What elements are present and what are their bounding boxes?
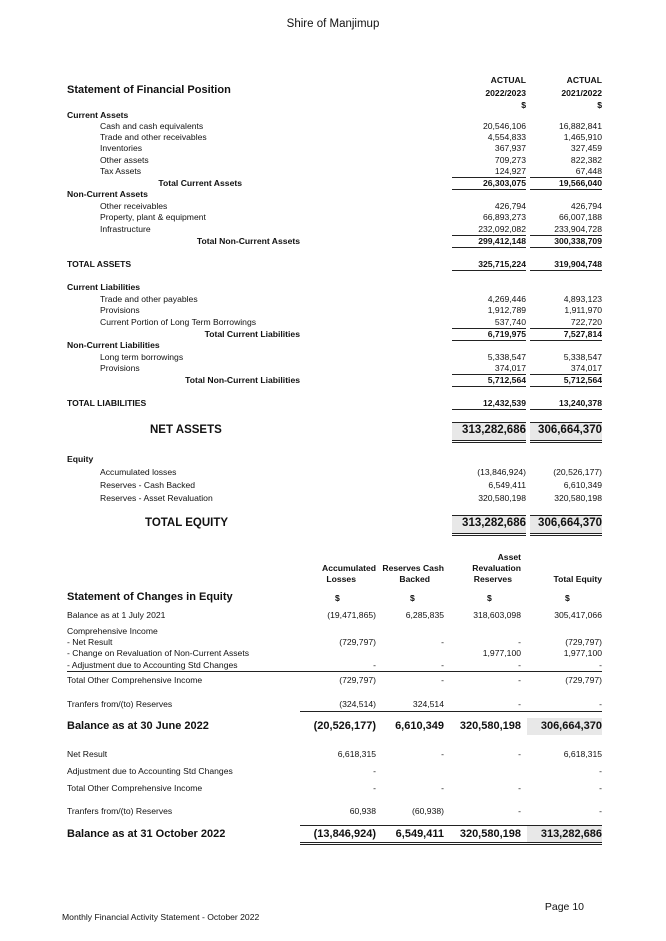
total-non-current-liabilities-v2: 5,712,564 xyxy=(563,375,602,385)
comprehensive-income-heading: Comprehensive Income xyxy=(67,626,158,636)
soce-value: 6,618,315 xyxy=(563,749,602,759)
total-equity-v1: 313,282,686 xyxy=(462,517,526,529)
transfers-1-label: Tranfers from/(to) Reserves xyxy=(67,699,173,709)
soce-value: - xyxy=(373,766,376,776)
sofp-col1-h2: 2022/2023 xyxy=(485,88,526,98)
total-equity-v2: 306,664,370 xyxy=(538,517,602,529)
line-item-value: 66,893,273 xyxy=(482,212,526,222)
total-liabilities-label: TOTAL LIABILITIES xyxy=(67,398,147,408)
balance-oct-label: Balance as at 31 October 2022 xyxy=(67,828,226,840)
soce-row-label: - Net Result xyxy=(67,637,113,647)
soce-value: (324,514) xyxy=(339,699,376,709)
soce-value: (729,797) xyxy=(339,637,376,647)
soce-value: 6,285,835 xyxy=(405,610,444,620)
line-item-value: (20,526,177) xyxy=(553,467,602,477)
soce-value: - xyxy=(599,660,602,670)
line-item-label: Inventories xyxy=(100,143,143,153)
line-item-value: 5,338,547 xyxy=(487,352,526,362)
current-liabilities-heading: Current Liabilities xyxy=(67,282,141,292)
soce-value: - xyxy=(518,699,521,709)
soce-col3-h1: Asset xyxy=(497,552,521,562)
net-assets-label: NET ASSETS xyxy=(150,424,222,436)
soce-value: - xyxy=(599,766,602,776)
total-assets-v2: 319,904,748 xyxy=(554,259,602,269)
soce-value: 6,549,411 xyxy=(395,828,444,840)
line-item-value: 4,554,833 xyxy=(487,132,526,142)
line-item-label: Cash and cash equivalents xyxy=(100,121,204,131)
soce-value: (13,846,924) xyxy=(313,828,376,840)
soce-row-label: - Adjustment due to Accounting Std Changes xyxy=(67,660,238,670)
line-item-label: Long term borrowings xyxy=(100,352,184,362)
line-item-value: 426,794 xyxy=(494,201,526,211)
line-item-value: 709,273 xyxy=(494,155,526,165)
total-assets-v1: 325,715,224 xyxy=(478,259,526,269)
sofp-col2-h1: ACTUAL xyxy=(566,75,602,85)
total-liabilities-v1: 12,432,539 xyxy=(482,398,526,408)
line-item-label: Provisions xyxy=(100,305,140,315)
line-item-value: 537,740 xyxy=(494,317,526,327)
total-non-current-assets-v2: 300,338,709 xyxy=(554,236,602,246)
org-title: Shire of Manjimup xyxy=(286,18,380,30)
balance-2022-label: Balance as at 30 June 2022 xyxy=(67,720,209,732)
soce-value: 1,977,100 xyxy=(482,648,521,658)
footer-text: Monthly Financial Activity Statement - October 2022 xyxy=(62,912,260,922)
total-current-assets-v2: 19,566,040 xyxy=(558,178,602,188)
soce-value: - xyxy=(518,749,521,759)
net-assets-v2: 306,664,370 xyxy=(538,424,602,436)
line-item-value: 1,911,970 xyxy=(564,305,602,315)
soce-value: 6,610,349 xyxy=(395,720,444,732)
soce-value: - xyxy=(599,806,602,816)
line-item-value: 426,794 xyxy=(570,201,602,211)
line-item-value: 16,882,841 xyxy=(558,121,602,131)
line-item-label: Accumulated losses xyxy=(100,467,177,477)
line-item-value: 5,338,547 xyxy=(563,352,602,362)
net-result-2-label: Net Result xyxy=(67,749,108,759)
line-item-label: Trade and other payables xyxy=(100,294,198,304)
total-non-current-assets-label: Total Non-Current Assets xyxy=(196,236,300,246)
non-current-liabilities-heading: Non-Current Liabilities xyxy=(67,340,160,350)
soce-col1-h2: Accumulated xyxy=(322,563,376,573)
line-item-label: Current Portion of Long Term Borrowings xyxy=(100,317,257,327)
line-item-label: Provisions xyxy=(100,363,140,373)
line-item-value: 320,580,198 xyxy=(554,493,602,503)
soce-value: - xyxy=(441,749,444,759)
soce-value: 313,282,686 xyxy=(540,828,602,840)
line-item-label: Property, plant & equipment xyxy=(100,212,206,222)
soce-value: 318,603,098 xyxy=(473,610,521,620)
soce-col4-unit: $ xyxy=(565,593,570,603)
sofp-title: Statement of Financial Position xyxy=(67,84,231,96)
soce-value: 1,977,100 xyxy=(563,648,602,658)
soce-value: - xyxy=(518,660,521,670)
total-oci-2-label: Total Other Comprehensive Income xyxy=(67,783,203,793)
soce-value: - xyxy=(599,783,602,793)
line-item-value: 20,546,106 xyxy=(482,121,526,131)
line-item-value: 4,269,446 xyxy=(487,294,526,304)
total-current-liabilities-label: Total Current Liabilities xyxy=(204,329,300,339)
soce-value: - xyxy=(599,699,602,709)
total-non-current-assets-v1: 299,412,148 xyxy=(478,236,526,246)
total-non-current-liabilities-label: Total Non-Current Liabilities xyxy=(185,375,300,385)
line-item-value: 327,459 xyxy=(570,143,602,153)
soce-value: - xyxy=(441,637,444,647)
soce-value: 320,580,198 xyxy=(459,828,521,840)
soce-value: (20,526,177) xyxy=(313,720,376,732)
soce-col3-h3: Reserves xyxy=(473,574,512,584)
soce-value: - xyxy=(518,783,521,793)
total-equity-label: TOTAL EQUITY xyxy=(145,517,229,529)
soce-value: - xyxy=(518,806,521,816)
net-assets-v1: 313,282,686 xyxy=(462,424,526,436)
sofp-col2-h3: $ xyxy=(597,100,602,110)
balance-2021-label: Balance as at 1 July 2021 xyxy=(67,610,166,620)
total-assets-label: TOTAL ASSETS xyxy=(67,259,132,269)
line-item-value: 233,904,728 xyxy=(554,224,602,234)
line-item-value: 320,580,198 xyxy=(478,493,526,503)
line-item-value: 1,912,789 xyxy=(487,305,526,315)
sofp-col1-h1: ACTUAL xyxy=(490,75,526,85)
line-item-value: 6,610,349 xyxy=(563,480,602,490)
soce-value: - xyxy=(518,675,521,685)
soce-value: (729,797) xyxy=(339,675,376,685)
line-item-label: Trade and other receivables xyxy=(100,132,207,142)
soce-value: 305,417,066 xyxy=(554,610,602,620)
page-number: Page 10 xyxy=(544,901,584,913)
soce-value: 320,580,198 xyxy=(459,720,521,732)
line-item-value: 374,017 xyxy=(570,363,602,373)
line-item-label: Infrastructure xyxy=(100,224,151,234)
line-item-value: 822,382 xyxy=(570,155,602,165)
soce-col2-unit: $ xyxy=(410,593,415,603)
soce-col4-h3: Total Equity xyxy=(553,574,602,584)
total-oci-1-label: Total Other Comprehensive Income xyxy=(67,675,203,685)
soce-row-label: - Change on Revaluation of Non-Current Assets xyxy=(67,648,249,658)
line-item-label: Reserves - Cash Backed xyxy=(100,480,196,490)
total-non-current-liabilities-v1: 5,712,564 xyxy=(487,375,526,385)
soce-col3-h2: Revaluation xyxy=(472,563,521,573)
line-item-value: 367,937 xyxy=(494,143,526,153)
current-assets-heading: Current Assets xyxy=(67,110,129,120)
total-current-assets-v1: 26,303,075 xyxy=(482,178,526,188)
total-current-liabilities-v2: 7,527,814 xyxy=(563,329,602,339)
total-current-liabilities-v1: 6,719,975 xyxy=(487,329,526,339)
line-item-value: 6,549,411 xyxy=(488,480,526,490)
soce-value: - xyxy=(441,675,444,685)
soce-value: 306,664,370 xyxy=(540,720,602,732)
soce-value: 60,938 xyxy=(349,806,376,816)
soce-value: - xyxy=(441,660,444,670)
line-item-value: 232,092,082 xyxy=(478,224,526,234)
total-liabilities-v2: 13,240,378 xyxy=(558,398,602,408)
soce-value: (19,471,865) xyxy=(327,610,376,620)
equity-heading: Equity xyxy=(67,454,94,464)
soce-col1-unit: $ xyxy=(335,593,340,603)
soce-value: (60,938) xyxy=(411,806,444,816)
line-item-value: 124,927 xyxy=(494,166,526,176)
transfers-2-label: Tranfers from/(to) Reserves xyxy=(67,806,173,816)
line-item-label: Tax Assets xyxy=(100,166,142,176)
line-item-value: 722,720 xyxy=(570,317,602,327)
soce-col2-h2: Reserves Cash xyxy=(382,563,444,573)
total-current-assets-label: Total Current Assets xyxy=(158,178,242,188)
sofp-col2-h2: 2021/2022 xyxy=(561,88,602,98)
soce-col3-unit: $ xyxy=(487,593,492,603)
line-item-label: Reserves - Asset Revaluation xyxy=(100,493,213,503)
adjustment-2-label: Adjustment due to Accounting Std Changes xyxy=(67,766,233,776)
soce-value: - xyxy=(441,783,444,793)
soce-value: - xyxy=(518,637,521,647)
line-item-label: Other assets xyxy=(100,155,149,165)
soce-col2-h3: Backed xyxy=(399,574,430,584)
line-item-value: 4,893,123 xyxy=(563,294,602,304)
line-item-value: 1,465,910 xyxy=(563,132,602,142)
non-current-assets-heading: Non-Current Assets xyxy=(67,189,148,199)
soce-value: 6,618,315 xyxy=(337,749,376,759)
soce-value: 324,514 xyxy=(412,699,444,709)
line-item-value: (13,846,924) xyxy=(477,467,526,477)
soce-value: (729,797) xyxy=(565,675,602,685)
soce-value: (729,797) xyxy=(565,637,602,647)
sofp-col1-h3: $ xyxy=(521,100,526,110)
soce-title: Statement of Changes in Equity xyxy=(67,591,233,603)
line-item-label: Other receivables xyxy=(100,201,168,211)
soce-value: - xyxy=(373,660,376,670)
line-item-value: 374,017 xyxy=(494,363,526,373)
soce-value: - xyxy=(373,783,376,793)
line-item-value: 66,007,188 xyxy=(558,212,602,222)
line-item-value: 67,448 xyxy=(575,166,602,176)
soce-col1-h3: Losses xyxy=(326,574,356,584)
